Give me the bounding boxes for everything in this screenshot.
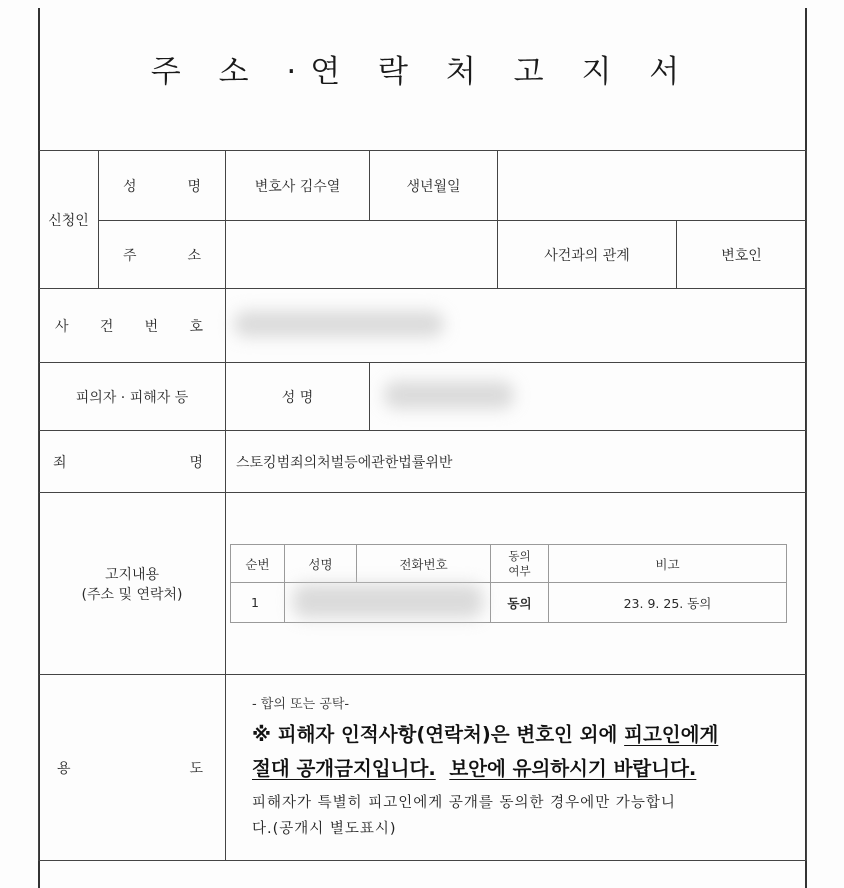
case-number-value [226, 289, 807, 363]
offense-label-b: 명 [189, 454, 203, 471]
warning-prefix: ※ 피해자 인적사항(연락처)은 변호인 외에 [252, 723, 625, 746]
notice-label-line1: 고지내용 [104, 566, 160, 583]
usage-note-line2: 다.(공개시 별도표시) [252, 821, 397, 837]
warning-underline-1: 피고인에게 [624, 723, 719, 746]
case-number-char-1: 사 [55, 318, 69, 335]
usage-label-a: 용 [57, 760, 71, 777]
header-consent-line1: 동의 [508, 548, 531, 563]
notice-label [39, 493, 226, 675]
relation-value: 변호인 [677, 221, 807, 289]
header-name: 성명 [285, 545, 357, 583]
offense-label-a: 죄 [53, 454, 67, 471]
birth-value [498, 151, 807, 221]
usage-content [226, 675, 807, 861]
header-no: 순번 [231, 545, 285, 583]
birth-label: 생년월일 [370, 151, 498, 221]
redacted-name-phone [293, 584, 483, 618]
address-value [226, 221, 498, 289]
applicant-name: 변호사 김수열 [226, 151, 370, 221]
usage-label-b: 도 [189, 760, 203, 777]
header-consent [491, 545, 549, 583]
redacted-party-name [384, 381, 514, 409]
notice-content [226, 493, 807, 675]
offense-label [39, 431, 226, 493]
usage-subtitle: - 합의 또는 공탁- [252, 697, 350, 712]
case-number-char-4: 호 [189, 318, 203, 335]
notice-table [230, 544, 787, 623]
notice-row [231, 583, 787, 623]
name-label [99, 151, 226, 221]
applicant-label: 신청인 [39, 151, 99, 289]
warning-underline-3: 보안에 유의하시기 바랍니다. [449, 757, 697, 780]
redacted-case-number [234, 311, 444, 337]
case-number-label [39, 289, 226, 363]
header-note: 비고 [549, 545, 787, 583]
name-label-b: 명 [187, 178, 201, 195]
row-note: 23. 9. 25. 동의 [549, 583, 787, 623]
case-number-char-3: 번 [144, 318, 159, 335]
document-title: 주 소 ·연 락 처 고 지 서 [150, 54, 694, 90]
row-consent: 동의 [491, 583, 549, 623]
row-redacted [285, 583, 491, 623]
warning-gap [436, 757, 450, 780]
row-no: 1 [231, 583, 285, 623]
parties-name-value [370, 363, 807, 431]
usage-label [39, 675, 226, 861]
address-label-b: 소 [187, 247, 201, 264]
name-label-a: 성 [123, 178, 137, 195]
header-phone: 전화번호 [357, 545, 491, 583]
usage-note [252, 790, 792, 842]
parties-label: 피의자 · 피해자 등 [39, 363, 226, 431]
usage-note-line1: 피해자가 특별히 피고인에게 공개를 동의한 경우에만 가능합니 [252, 795, 676, 811]
address-label [99, 221, 226, 289]
notice-form [38, 150, 807, 861]
address-label-a: 주 [123, 247, 137, 264]
warning-underline-2: 절대 공개금지입니다. [252, 757, 436, 780]
usage-warning [252, 718, 792, 786]
parties-name-label: 성 명 [226, 363, 370, 431]
offense-value: 스토킹범죄의처벌등에관한법률위반 [226, 431, 807, 493]
relation-label: 사건과의 관계 [498, 221, 677, 289]
case-number-char-2: 건 [99, 318, 114, 335]
notice-label-line2: (주소 및 연락처) [81, 586, 183, 603]
header-consent-line2: 여부 [508, 563, 531, 578]
